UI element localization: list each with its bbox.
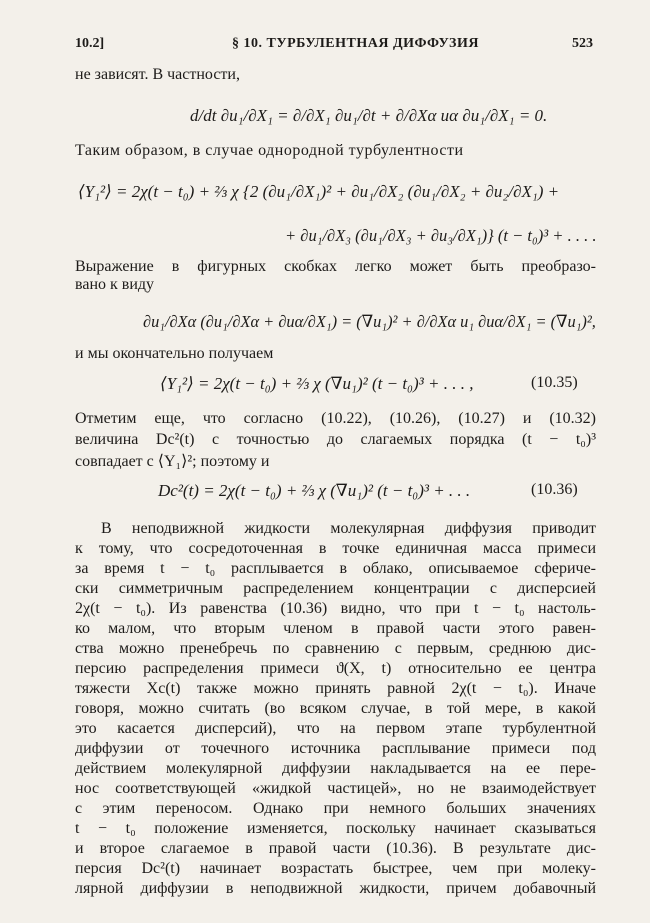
text-line: величина Dc²(t) с точностью до слагаемых порядка (t − t₀)³ [75,431,596,448]
text-line: совпадает с ⟨Y₁⟩²; поэтому и [75,453,270,470]
paragraph-line: и второе слагаемое в правой части (10.36). В результате дис- [75,840,596,857]
paragraph-line: говоря, можно считать (во всяком случае, в той мере, в какой [75,700,596,717]
text-line: вано к виду [75,276,155,293]
equation-10-36: Dc²(t) = 2χ(t − t₀) + ⅔ χ (∇u₁)² (t − t₀)³ + . . . [158,481,471,500]
paragraph-line: ко малом, что вторым членом в правой части этого равен- [75,620,596,637]
paragraph-line: за время t − t₀ расплывается в облако, описываемое сфериче- [75,560,596,577]
section-ref: 10.2] [75,36,105,51]
equation-10-35: ⟨Y₁²⟩ = 2χ(t − t₀) + ⅔ χ (∇u₁)² (t − t₀)³ + . . . , [160,374,474,393]
text-line: не зависят. В частности, [75,66,240,83]
equation-number: (10.35) [531,374,578,391]
paragraph-line: ски симметричным распределением концентрации с дисперсией [75,580,596,597]
paragraph-line: к тому, что сосредоточенная в точке единичная масса примеси [75,540,596,557]
paragraph-line: В неподвижной жидкости молекулярная диффузия приводит [101,520,596,537]
paragraph-line: t − t₀ положение изменяется, поскольку начинает сказываться [75,820,596,837]
equation-number: (10.36) [531,481,578,498]
paragraph-line: нос соответствующей «жидкой частицей», но не взаимодействует [75,780,596,797]
paragraph-line: действием молекулярной диффузии накладывается на ее пере- [75,760,596,777]
paragraph-line: персию распределения примеси ϑ(X, t) относительно ее центра [75,660,596,677]
paragraph-line: персия Dc²(t) начинает возрастать быстрее, чем при молеку- [75,860,596,877]
equation-2-line-2: + ∂u₁/∂X₃ (∂u₁/∂X₃ + ∂u₃/∂X₁)} (t − t₀)³ + . . . . [285,226,597,245]
paragraph-line: ства можно пренебречь по сравнению с первым, среднюю дис- [75,640,596,657]
text-line: и мы окончательно получаем [75,345,274,362]
paragraph-line: с этим переносом. Однако при немного больших значениях [75,800,596,817]
paragraph-line: тяжести Xc(t) также можно принять равной 2χ(t − t₀). Иначе [75,680,596,697]
running-title: § 10. ТУРБУЛЕНТНАЯ ДИФФУЗИЯ [232,36,479,51]
paragraph-line: это касается дисперсий), что на первом этапе турбулентной [75,720,596,737]
equation-3: ∂u₁/∂Xα (∂u₁/∂Xα + ∂uα/∂X₁) = (∇u₁)² + ∂/∂Xα u₁ ∂uα/∂X₁ = (∇u₁)², [143,312,596,331]
equation-1: d/dt ∂u₁/∂X₁ = ∂/∂X₁ ∂u₁/∂t + ∂/∂Xα uα ∂u₁/∂X₁ = 0. [190,106,548,125]
page-number: 523 [572,36,593,51]
paragraph-line: диффузии от точечного источника расплывание примеси под [75,740,596,757]
equation-2-line-1: ⟨Y₁²⟩ = 2χ(t − t₀) + ⅔ χ {2 (∂u₁/∂X₁)² + ∂u₁/∂X₂ (∂u₁/∂X₂ + ∂u₂/∂X₁) + [78,182,560,201]
paragraph-line: 2χ(t − t₀). Из равенства (10.36) видно, что при t − t₀ настоль- [75,600,596,617]
paragraph-line: лярной диффузии в неподвижной жидкости, причем добавочный [75,880,596,897]
text-line: Отметим еще, что согласно (10.22), (10.26), (10.27) и (10.32) [75,410,596,427]
text-line: Таким образом, в случае однородной турбулентности [75,142,464,159]
text-line: Выражение в фигурных скобках легко может быть преобразо- [75,258,596,275]
